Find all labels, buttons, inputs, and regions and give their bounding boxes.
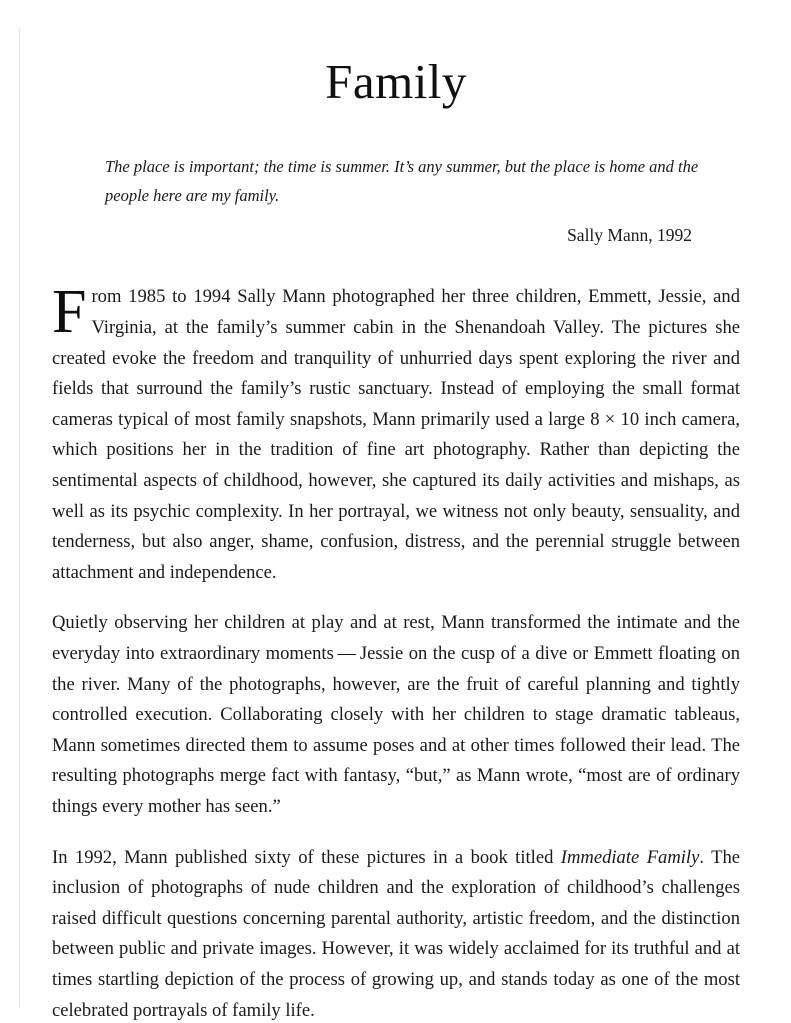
paragraph-3-text-before-title: In 1992, Mann published sixty of these pictures in a book titled [52, 846, 561, 868]
epigraph-attribution: Sally Mann, 1992 [567, 225, 692, 246]
paragraph-2-text: Quietly observing her children at play and at rest, Mann transformed the intimate and the everyday into extraordinary moments — Jessie on the cusp of a dive or Emmett floating on the river. Many of the photographs, however, are the fruit of careful planning and tightly controlled execution. Collaborating closely with her children to stage dramatic tableaus, Mann sometimes directed them to assume poses and at other times followed their lead. The resulting photographs merge fact with fantasy, “but,” as Mann wrote, “most are of ordinary things every mother has seen.” [52, 612, 740, 817]
page-title: Family [325, 54, 467, 109]
paragraph-3-text-after-title: . The inclusion of photographs of nude children and the exploration of childhood’s challenges raised difficult questions concerning parental authority, artistic freedom, and the distinction between public and private images. However, it was widely acclaimed for its truthful and at times startling depiction of the process of growing up, and stands today as one of the most celebrated portrayals of family life. [52, 846, 740, 1021]
paragraph-3 [52, 843, 740, 1023]
epigraph [52, 107, 740, 248]
body-text-block [52, 248, 740, 1023]
page-content [52, 0, 740, 1023]
book-title-immediate-family: Immediate Family [560, 846, 700, 868]
paragraph-2 [52, 608, 740, 822]
epigraph-quote: The place is important; the time is summer. It’s any summer, but the place is home and the people here are my family. [105, 157, 699, 206]
dropcap-letter: F [52, 278, 87, 347]
paragraph-1 [52, 278, 740, 588]
page-scan-edge [19, 28, 20, 1008]
paragraph-1-text: rom 1985 to 1994 Sally Mann photographed her three children, Emmett, Jessie, and Virginia, at the family’s summer cabin in the Shenandoah Valley. The pictures she created evoke the freedom and tranquility of unhurried days spent exploring the river and fields that surround the family’s rustic sanctuary. Instead of employing the small format cameras typical of most family snapshots, Mann primarily used a large 8 × 10 inch camera, which positions her in the tradition of fine art photography. Rather than depicting the sentimental aspects of childhood, however, she captured its daily activities and mishaps, as well as its psychic complexity. In her portrayal, we witness not only beauty, sensuality, and tenderness, but also anger, shame, confusion, distress, and the perennial struggle between attachment and independence. [52, 286, 740, 583]
